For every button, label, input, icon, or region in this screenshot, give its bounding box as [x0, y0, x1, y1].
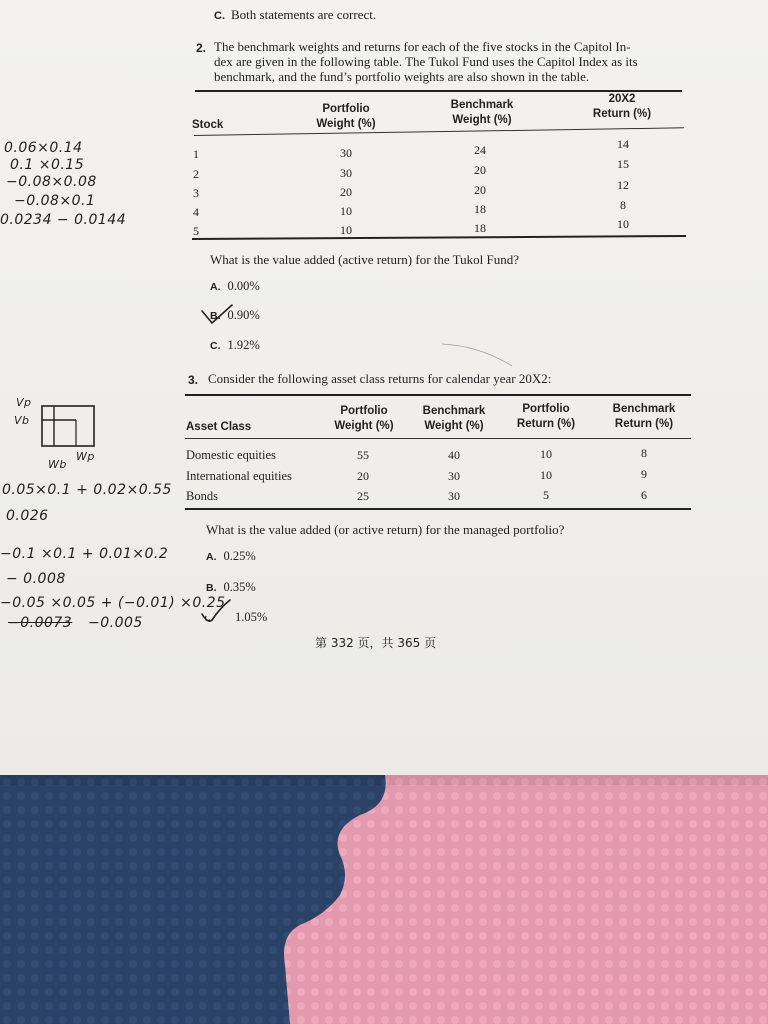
handwritten-note: −0.08×0.08 — [6, 174, 97, 190]
q3-header-pr-line1: Portfolio — [522, 403, 570, 415]
q2-option-a-letter: A. — [210, 281, 221, 293]
q3-header-benchmark-weight — [414, 404, 494, 434]
q2-header-benchmark-weight — [440, 98, 524, 128]
foam-mat-background — [0, 775, 768, 1024]
q3-cell-br: 6 — [641, 488, 647, 502]
q3-table-bottom-rule — [185, 508, 691, 510]
handwritten-note: −0.005 — [88, 615, 143, 631]
diagram-label: Wb — [48, 458, 67, 471]
q2-cell-stock: 1 — [193, 147, 199, 161]
q3-option-b-letter: B. — [206, 582, 217, 594]
checkmark-icon — [200, 303, 240, 327]
handwritten-note: 0.0234 − 0.0144 — [0, 212, 127, 228]
q3-question: What is the value added (or active return) for the managed portfolio? — [206, 522, 565, 537]
q2-header-pw-line1: Portfolio — [322, 103, 370, 115]
q2-cell-ret: 15 — [617, 157, 629, 171]
q3-header-br-line2: Return (%) — [614, 417, 674, 430]
q3-cell-pw: 55 — [357, 448, 369, 462]
q3-cell-asset: Domestic equities — [186, 448, 276, 462]
handwritten-note: 0.06×0.14 — [4, 140, 83, 156]
foam-mat-image — [0, 775, 768, 1024]
q2-cell-ret: 14 — [617, 137, 629, 151]
q2-option-a-text: 0.00% — [227, 279, 260, 293]
q2-header-portfolio-weight — [306, 102, 386, 132]
q3-number: 3. — [188, 373, 199, 387]
q2-cell-pw: 20 — [340, 185, 352, 199]
q2-cell-stock: 4 — [193, 205, 199, 219]
q3-header-benchmark-return — [602, 402, 686, 432]
handwritten-note: − 0.008 — [6, 571, 66, 587]
q3-cell-pw: 20 — [357, 469, 369, 483]
q3-cell-asset: International equities — [186, 469, 292, 483]
q3-text: Consider the following asset class returns for calendar year 20X2: — [208, 371, 552, 386]
q3-cell-asset: Bonds — [186, 489, 218, 503]
q2-header-return — [582, 92, 662, 122]
q2-cell-ret: 12 — [617, 178, 629, 192]
q3-option-a-text: 0.25% — [223, 549, 256, 563]
q2-header-rule — [194, 127, 684, 136]
q2-cell-bw: 24 — [474, 143, 486, 157]
q3-option-c-text: 1.05% — [235, 610, 268, 624]
q2-header-bw-line1: Benchmark — [450, 99, 514, 111]
q2-header-ret-line2: Return (%) — [592, 107, 652, 120]
q2-cell-stock: 5 — [193, 224, 199, 238]
q2-header-ret-line1: 20X2 — [608, 93, 636, 105]
q2-cell-stock: 3 — [193, 186, 199, 200]
q2-option-b-letter: B. — [210, 310, 221, 322]
top-option-text: Both statements are correct. — [231, 7, 377, 22]
q2-cell-ret: 8 — [620, 198, 626, 212]
q2-header-bw-line2: Weight (%) — [452, 113, 512, 126]
handwritten-note: −0.08×0.1 — [14, 193, 96, 209]
diagram-label: Wp — [76, 450, 95, 463]
q3-header-br-line1: Benchmark — [612, 403, 676, 415]
q2-cell-stock: 2 — [193, 167, 199, 181]
q2-header-stock: Stock — [192, 119, 224, 131]
q3-header-asset: Asset Class — [186, 421, 252, 433]
q3-header-bw-line1: Benchmark — [422, 405, 486, 417]
q3-option-a-letter: A. — [206, 551, 217, 563]
q3-cell-br: 8 — [641, 446, 647, 460]
q2-cell-pw: 10 — [340, 204, 352, 218]
q3-header-bw-line2: Weight (%) — [424, 419, 484, 432]
top-option-letter: C. — [214, 10, 225, 22]
q2-header-pw-line2: Weight (%) — [316, 117, 376, 130]
handwritten-note: 0.05×0.1 + 0.02×0.55 — [2, 482, 172, 498]
handwritten-note: −0.05 ×0.05 + (−0.01) ×0.25 — [0, 595, 226, 611]
q2-option-b-text: 0.90% — [227, 308, 260, 322]
q2-text-line3: benchmark, and the fund’s portfolio weights are also shown in the table. — [214, 69, 590, 84]
q2-text-line2: dex are given in the following table. The Tukol Fund uses the Capitol Index as its — [214, 54, 638, 69]
q3-cell-br: 9 — [641, 467, 647, 481]
q3-header-rule — [185, 438, 691, 439]
q2-option-a — [210, 279, 260, 294]
q2-cell-pw: 30 — [340, 146, 352, 160]
q2-question: What is the value added (active return) for the Tukol Fund? — [210, 252, 520, 267]
q3-option-a — [206, 549, 256, 564]
handwritten-note: −0.1 ×0.1 + 0.01×0.2 — [0, 546, 169, 562]
q3-table-top-rule — [185, 394, 691, 396]
q2-option-c-letter: C. — [210, 340, 221, 352]
q3-cell-bw: 30 — [448, 489, 460, 503]
q3-cell-bw: 30 — [448, 469, 460, 483]
q3-option-b — [206, 580, 256, 595]
q3-cell-pr: 10 — [540, 468, 552, 482]
q3-cell-pr: 10 — [540, 447, 552, 461]
q3-header-pw-line2: Weight (%) — [334, 419, 394, 432]
q2-number: 2. — [196, 41, 207, 55]
q2-cell-pw: 30 — [340, 166, 352, 180]
q2-option-c — [210, 338, 260, 353]
q3-option-b-text: 0.35% — [223, 580, 256, 594]
handwritten-note: 0.026 — [6, 508, 49, 524]
q2-cell-bw: 18 — [474, 221, 486, 235]
q3-cell-bw: 40 — [448, 448, 460, 462]
q2-cell-pw: 10 — [340, 223, 352, 237]
q3-cell-pw: 25 — [357, 489, 369, 503]
q2-text-line1: The benchmark weights and returns for each of the five stocks in the Capitol In- — [214, 39, 631, 54]
top-option-line — [214, 8, 376, 23]
q2-cell-bw: 18 — [474, 202, 486, 216]
diagram-label: Vb — [14, 414, 30, 427]
q3-cell-pr: 5 — [543, 488, 549, 502]
q3-header-portfolio-weight — [326, 404, 402, 434]
q3-header-pr-line2: Return (%) — [516, 417, 576, 430]
handwritten-note-struck: −0.0073 — [8, 615, 73, 631]
q2-cell-ret: 10 — [617, 217, 629, 231]
q2-table-bottom-rule — [192, 235, 686, 240]
handwritten-note: 0.1 ×0.15 — [10, 157, 85, 173]
q3-header-portfolio-return — [508, 402, 584, 432]
q2-option-c-text: 1.92% — [227, 338, 260, 352]
stray-pen-line-icon — [440, 340, 520, 370]
q2-cell-bw: 20 — [474, 183, 486, 197]
q2-cell-bw: 20 — [474, 163, 486, 177]
q3-header-pw-line1: Portfolio — [340, 405, 388, 417]
diagram-label: Vp — [16, 396, 32, 409]
page-footer: 第 332 页，共 365 页 — [315, 636, 437, 650]
